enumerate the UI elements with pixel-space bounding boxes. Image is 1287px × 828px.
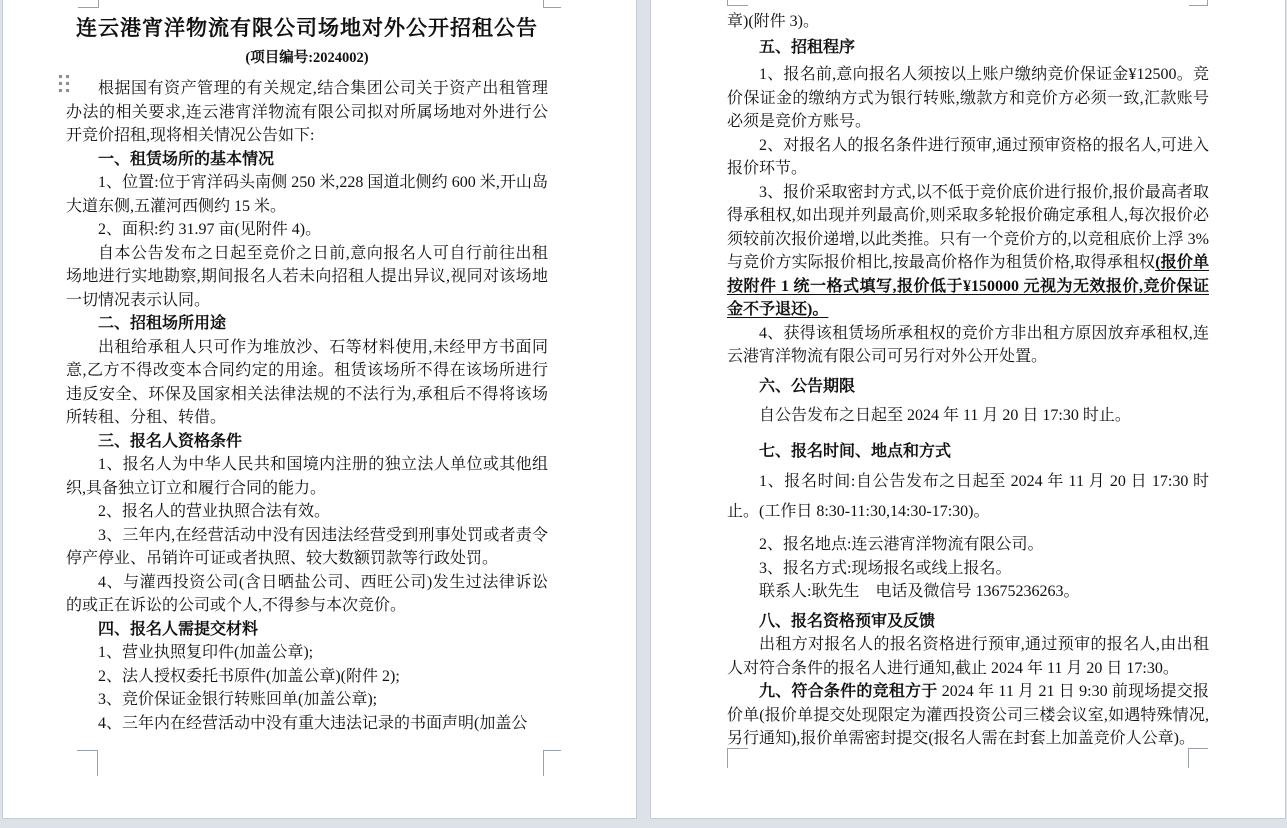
margin-mark-bottom-left	[727, 748, 748, 768]
doc-title: 连云港宵洋物流有限公司场地对外公开招租公告	[76, 16, 538, 40]
page-2	[650, 0, 1286, 819]
section-9-bold-lead: 九、符合条件的竞租方于	[759, 683, 938, 700]
section-heading-3: 三、报名人资格条件	[98, 432, 243, 450]
paragraph-site-survey: 自本公告发布之日起至竞价之日前,意向报名人可自行前往出租场地进行实地勘察,期间报名人若未向招租人提出异议,视同对该场地一切情况表示认同。	[66, 244, 548, 309]
paragraph-material-3: 3、竞价保证金银行转账回单(加盖公章);	[98, 691, 378, 708]
paragraph-signup-method: 3、报名方式:现场报名或线上报名。	[759, 559, 1012, 577]
paragraph-contact: 联系人:耿先生 电话及微信号 13675236263。	[759, 583, 1080, 600]
paragraph-notice-period: 自公告发布之日起至 2024 年 11 月 20 日 17:30 时止。	[759, 407, 1131, 424]
paragraph-material-2: 2、法人授权委托书原件(加盖公章)(附件 2);	[98, 667, 400, 685]
paragraph-procedure-3	[727, 181, 1209, 322]
paragraph-procedure-2: 2、对报名人的报名条件进行预审,通过预审资格的报名人,可进入报价环节。	[727, 136, 1209, 177]
paragraph-procedure-1: 1、报名前,意向报名人须按以上账户缴纳竞价保证金¥12500。竞价保证金的缴纳方式为银行转账,缴款方和竞价方必须一致,汇款账号必须是竞价方账号。	[727, 66, 1209, 130]
paragraph-qualification-4: 4、与灌西投资公司(含日晒盐公司、西旺公司)发生过法律诉讼的或正在诉讼的公司或个人,不得参与本次竞价。	[66, 573, 548, 614]
paragraph-signup-time: 1、报名时间:自公告发布之日起至 2024 年 11 月 20 日 17:30 时止。(工作日 8:30-11:30,14:30-17:30)。	[727, 473, 1209, 520]
section-9-rest-text: 2024 年 11 月 21 日 9:30 前现场提交报价单(报价单提交处现限定为灌西投资公司三楼会议室,如遇特殊情况,另行通知),报价单需密封提交(报名人需在封套上加盖竞价人公章)。	[727, 683, 1209, 747]
paragraph-procedure-4: 4、获得该租赁场所承租权的竞价方非出租方原因放弃承租权,连云港宵洋物流有限公司可另行对外公开处置。	[727, 324, 1209, 365]
paragraph-usage: 出租给承租人只可作为堆放沙、石等材料使用,未经甲方书面同意,乙方不得改变本合同约定的用途。租赁该场所不得在该场所进行违反安全、环保及国家相关法律法规的不法行为,承租后不得将该场所转租、分租、转借。	[66, 338, 548, 426]
paragraph-qualification-2: 2、报名人的营业执照合法有效。	[98, 503, 331, 520]
page-1-text-column	[66, 0, 548, 735]
doc-subtitle: (项目编号:2024002)	[245, 50, 369, 66]
procedure-3-normal-text: 3、报价采取密封方式,以不低于竞价底价进行报价,报价最高者取得承租权,如出现并列最高价,则采取多轮报价确定承租人,每次报价必须较前次报价递增,以此类推。只有一个竞价方的,以竞租底价上浮 3%与竞价方实际报价相比,按最高价格作为租赁价格,取得承租权	[727, 183, 1209, 271]
margin-mark-bottom-right	[543, 750, 561, 776]
section-heading-1: 一、租赁场所的基本情况	[98, 150, 275, 168]
section-heading-2: 二、招租场所用途	[98, 315, 227, 332]
paragraph-material-1: 1、营业执照复印件(加盖公章);	[98, 644, 314, 661]
section-heading-8: 八、报名资格预审及反馈	[759, 612, 936, 630]
margin-mark-bottom-right	[1188, 748, 1208, 768]
section-heading-4: 四、报名人需提交材料	[98, 620, 259, 638]
page-2-text-column	[727, 0, 1209, 751]
page-1	[2, 0, 637, 819]
paragraph-intro: 根据国有资产管理的有关规定,结合集团公司关于资产出租管理办法的相关要求,连云港宵洋物流有限公司拟对所属场地对外进行公开竞价招租,现将相关情况公告如下:	[66, 80, 548, 144]
paragraph-qualification-1: 1、报名人为中华人民共和国境内注册的独立法人单位或其他组织,具备独立订立和履行合同的能力。	[66, 456, 548, 497]
section-heading-7: 七、报名时间、地点和方式	[759, 442, 952, 460]
procedure-3-underlined-text: (报价单按附件 1 统一格式填写,报价低于¥150000 元视为无效报价,竞价保证金不予退还)。	[727, 254, 1209, 318]
paragraph-section-9	[727, 680, 1209, 751]
paragraph-prereview: 出租方对报名人的报名资格进行预审,通过预审的报名人,由出租人对符合条件的报名人进行通知,截止 2024 年 11 月 20 日 17:30。	[727, 636, 1209, 677]
paragraph-material-4: 4、三年内在经营活动中没有重大违法记录的书面声明(加盖公	[98, 714, 528, 732]
section-heading-6: 六、公告期限	[759, 377, 856, 395]
paragraph-material-4-continued: 章)(附件 3)。	[727, 13, 819, 30]
paragraph-qualification-3: 3、三年内,在经营活动中没有因违法经营受到刑事处罚或者责令停产停业、吊销许可证或者执照、较大数额罚款等行政处罚。	[66, 526, 548, 567]
section-heading-5: 五、招租程序	[759, 38, 856, 56]
paragraph-area: 2、面积:约 31.97 亩(见附件 4)。	[98, 221, 322, 238]
margin-mark-bottom-left	[77, 750, 98, 776]
paragraph-signup-place: 2、报名地点:连云港宵洋物流有限公司。	[759, 536, 1044, 553]
paragraph-location: 1、位置:位于宵洋码头南侧 250 米,228 国道北侧约 600 米,开山岛大道东侧,五灌河西侧约 15 米。	[66, 174, 548, 215]
